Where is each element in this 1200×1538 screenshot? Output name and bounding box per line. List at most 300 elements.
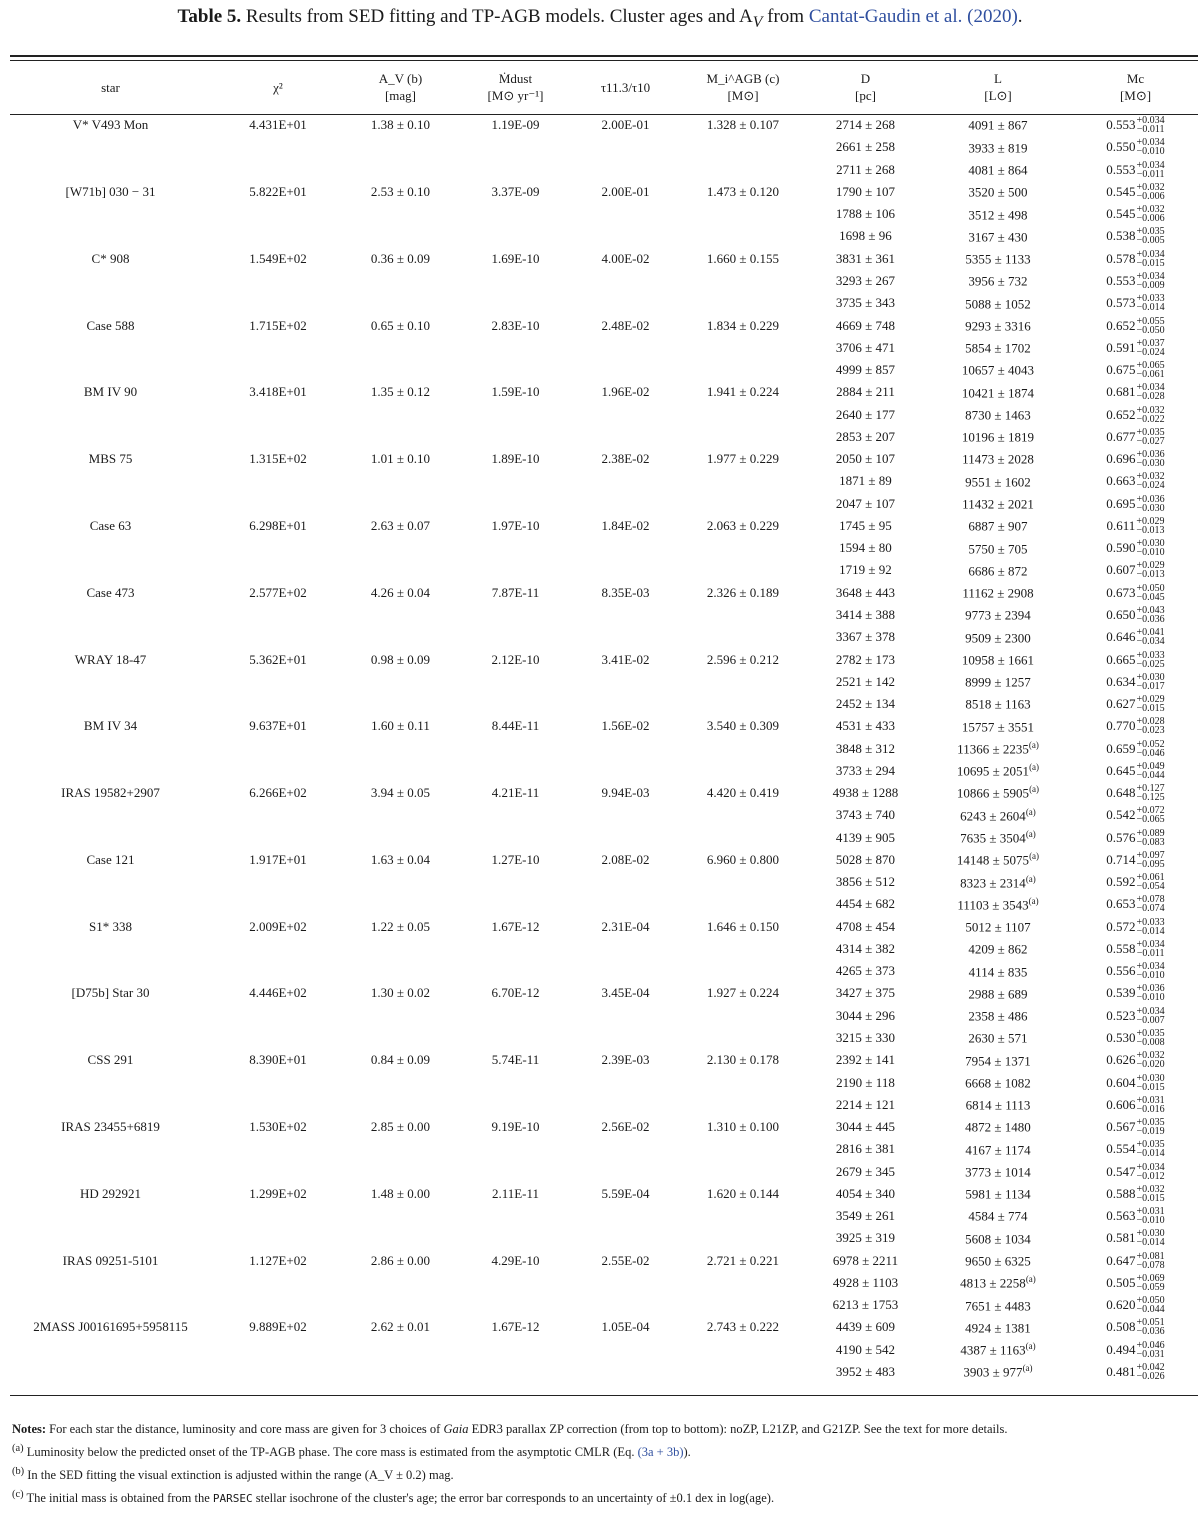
cell-core-mass [1073, 1094, 1198, 1116]
table-row [8, 359, 1198, 381]
cell-distance: 4265 ± 373 [835, 963, 896, 979]
core-mass-value: 0.606 [1106, 1096, 1136, 1112]
luminosity-value: 7651 ± 4483 [965, 1297, 1031, 1313]
cell-empty [678, 159, 808, 181]
core-mass-upper-error: +0.049 [1136, 760, 1165, 772]
cell-empty [458, 403, 573, 425]
cell-distance: 2679 ± 345 [835, 1163, 896, 1179]
core-mass-lower-error: −0.014 [1136, 1148, 1165, 1160]
luminosity-value: 5088 ± 1052 [965, 295, 1031, 311]
cell-tau: 4.00E-02 [601, 250, 650, 266]
table-row [8, 849, 1198, 871]
core-mass-lower-error: −0.006 [1136, 213, 1165, 225]
cell-empty [573, 1294, 678, 1316]
cell-luminosity [923, 159, 1073, 181]
cell-empty [8, 893, 213, 915]
core-mass-upper-error: +0.035 [1136, 226, 1165, 238]
caption-text: Results from SED fitting and TP-AGB models. Cluster ages and A [245, 6, 753, 27]
luminosity-value: 10695 ± 2051 [956, 763, 1030, 779]
cell-empty [213, 737, 343, 759]
cell-empty [458, 893, 573, 915]
cell-empty [573, 1027, 678, 1049]
cell-star: Case 121 [86, 851, 135, 867]
cell-empty [458, 470, 573, 492]
cell-empty [573, 938, 678, 960]
cell-distance: 2884 ± 211 [836, 384, 895, 400]
cell-luminosity [923, 1116, 1073, 1138]
cell-empty [343, 292, 458, 314]
core-mass-upper-error: +0.050 [1136, 582, 1165, 594]
cell-empty [458, 1205, 573, 1227]
cell-luminosity [923, 1205, 1073, 1227]
cell-distance: 2521 ± 142 [835, 673, 896, 689]
cell-empty [573, 1160, 678, 1182]
core-mass-value: 0.677 [1106, 428, 1136, 444]
cell-chi2: 1.530E+02 [249, 1119, 307, 1135]
core-mass-lower-error: −0.023 [1136, 725, 1165, 737]
col-mdust: Ṁdust [M⊙ yr⁻¹] [487, 71, 544, 103]
cell-luminosity [923, 381, 1073, 403]
core-mass-value: 0.659 [1106, 740, 1136, 756]
cell-empty [213, 604, 343, 626]
core-mass-value: 0.770 [1106, 718, 1136, 734]
core-mass-lower-error: −0.015 [1136, 257, 1165, 269]
core-mass-lower-error: −0.012 [1136, 1170, 1165, 1182]
cell-luminosity [923, 493, 1073, 515]
cell-star: WRAY 18-47 [74, 651, 147, 667]
cell-core-mass [1073, 225, 1198, 247]
core-mass-value: 0.620 [1106, 1297, 1136, 1313]
cell-distance: 4708 ± 454 [835, 918, 896, 934]
cell-luminosity [923, 314, 1073, 336]
equation-link[interactable]: (3a + 3b) [637, 1445, 684, 1460]
cell-chi2: 4.446E+02 [249, 985, 307, 1001]
core-mass-upper-error: +0.032 [1136, 1183, 1165, 1195]
note-a-marker: (a) [1025, 828, 1036, 839]
cell-empty [343, 1094, 458, 1116]
cell-empty [8, 1361, 213, 1383]
table-row [8, 1316, 1198, 1338]
core-mass-upper-error: +0.034 [1136, 961, 1165, 973]
cell-core-mass [1073, 314, 1198, 336]
cell-empty [8, 1205, 213, 1227]
cell-empty [8, 292, 213, 314]
cell-luminosity [923, 448, 1073, 470]
cell-mdust: 7.87E-11 [491, 584, 540, 600]
core-mass-value: 0.663 [1106, 473, 1136, 489]
col-mc: Mc [M⊙] [1119, 71, 1152, 103]
cell-av: 2.86 ± 0.00 [370, 1252, 431, 1268]
cell-core-mass [1073, 1272, 1198, 1294]
cell-empty [213, 1294, 343, 1316]
cell-empty [8, 626, 213, 648]
cell-luminosity [923, 292, 1073, 314]
luminosity-value: 4872 ± 1480 [965, 1119, 1031, 1135]
cell-star: V* V493 Mon [72, 117, 149, 133]
cell-core-mass [1073, 693, 1198, 715]
cell-core-mass [1073, 1294, 1198, 1316]
cell-mdust: 9.19E-10 [491, 1119, 540, 1135]
table-row [8, 782, 1198, 804]
cell-core-mass [1073, 381, 1198, 403]
cell-distance: 4999 ± 857 [835, 362, 896, 378]
cell-distance: 4054 ± 340 [835, 1185, 896, 1201]
cell-distance: 1719 ± 92 [839, 562, 892, 578]
luminosity-value: 4081 ± 864 [968, 162, 1028, 178]
core-mass-value: 0.494 [1106, 1341, 1136, 1357]
cell-empty [343, 604, 458, 626]
cell-chi2: 1.127E+02 [249, 1252, 307, 1268]
luminosity-value: 9773 ± 2394 [965, 607, 1031, 623]
cell-distance: 2711 ± 268 [836, 161, 895, 177]
table-row [8, 1361, 1198, 1383]
luminosity-value: 4209 ± 862 [968, 941, 1028, 957]
core-mass-lower-error: −0.045 [1136, 591, 1165, 603]
cell-empty [573, 337, 678, 359]
core-mass-value: 0.542 [1106, 807, 1136, 823]
cell-core-mass [1073, 938, 1198, 960]
cell-empty [343, 337, 458, 359]
cell-luminosity [923, 1294, 1073, 1316]
luminosity-value: 9650 ± 6325 [965, 1253, 1031, 1269]
cell-empty [213, 626, 343, 648]
core-mass-upper-error: +0.041 [1136, 627, 1165, 639]
cell-distance: 1788 ± 106 [835, 206, 896, 222]
core-mass-lower-error: −0.036 [1136, 613, 1165, 625]
luminosity-value: 15757 ± 3551 [961, 718, 1035, 734]
cell-empty [8, 159, 213, 181]
cell-distance: 1594 ± 80 [839, 540, 892, 556]
cell-core-mass [1073, 849, 1198, 871]
core-mass-value: 0.627 [1106, 696, 1136, 712]
core-mass-upper-error: +0.034 [1136, 137, 1165, 149]
core-mass-lower-error: −0.010 [1136, 146, 1165, 158]
cell-luminosity [923, 1138, 1073, 1160]
cell-av: 1.60 ± 0.11 [371, 718, 430, 734]
table-row [8, 470, 1198, 492]
core-mass-value: 0.604 [1106, 1074, 1136, 1090]
cell-empty [678, 960, 808, 982]
cell-empty [213, 1361, 343, 1383]
cell-chi2: 5.362E+01 [249, 651, 307, 667]
cell-chi2: 8.390E+01 [249, 1052, 307, 1068]
cell-core-mass [1073, 403, 1198, 425]
col-d: D [pc] [855, 71, 876, 103]
cell-luminosity [923, 1160, 1073, 1182]
luminosity-value: 6814 ± 1113 [965, 1097, 1031, 1113]
cell-core-mass [1073, 626, 1198, 648]
cell-distance: 4669 ± 748 [835, 317, 896, 333]
header-row [8, 60, 1198, 114]
note-a-marker: (a) [1025, 806, 1036, 817]
cell-luminosity [923, 849, 1073, 871]
core-mass-value: 0.508 [1106, 1319, 1136, 1335]
cell-star: BM IV 34 [83, 718, 138, 734]
table-row [8, 314, 1198, 336]
cell-empty [573, 1361, 678, 1383]
col-mi: M_i^AGB (c) [M⊙] [706, 71, 780, 103]
core-mass-upper-error: +0.032 [1136, 181, 1165, 193]
cell-empty [458, 159, 573, 181]
cell-empty [573, 604, 678, 626]
table-row [8, 1339, 1198, 1361]
cell-core-mass [1073, 1027, 1198, 1049]
core-mass-value: 0.545 [1106, 206, 1136, 222]
cell-distance: 2853 ± 207 [835, 428, 896, 444]
luminosity-value: 3520 ± 500 [968, 184, 1028, 200]
cell-empty [573, 426, 678, 448]
luminosity-value: 8518 ± 1163 [965, 696, 1031, 712]
cell-mi: 1.660 ± 0.155 [706, 250, 780, 266]
results-table [8, 60, 1198, 1383]
luminosity-value: 11162 ± 2908 [962, 585, 1034, 601]
table-row [8, 1227, 1198, 1249]
core-mass-upper-error: +0.050 [1136, 1295, 1165, 1307]
cell-distance: 4928 ± 1103 [832, 1274, 899, 1290]
core-mass-upper-error: +0.052 [1136, 738, 1165, 750]
cell-chi2: 1.917E+01 [249, 851, 307, 867]
cell-distance: 4139 ± 905 [835, 829, 896, 845]
cell-luminosity [923, 1361, 1073, 1383]
cell-empty [8, 827, 213, 849]
cell-empty [678, 938, 808, 960]
cell-distance: 3367 ± 378 [835, 629, 896, 645]
cell-tau: 8.35E-03 [601, 584, 650, 600]
cell-tau: 2.56E-02 [601, 1119, 650, 1135]
cell-empty [678, 693, 808, 715]
cell-empty [8, 537, 213, 559]
core-mass-upper-error: +0.036 [1136, 493, 1165, 505]
caption-label: Table 5. [177, 6, 242, 27]
cell-distance: 2640 ± 177 [835, 406, 896, 422]
cell-empty [678, 203, 808, 225]
cell-empty [343, 938, 458, 960]
core-mass-upper-error: +0.034 [1136, 1005, 1165, 1017]
cell-core-mass [1073, 960, 1198, 982]
cell-luminosity [923, 337, 1073, 359]
core-mass-value: 0.505 [1106, 1274, 1136, 1290]
cell-luminosity [923, 693, 1073, 715]
cell-empty [213, 203, 343, 225]
cell-distance: 3044 ± 445 [835, 1119, 896, 1135]
cell-empty [678, 604, 808, 626]
cell-distance: 2047 ± 107 [835, 495, 896, 511]
cell-luminosity [923, 760, 1073, 782]
cell-tau: 1.84E-02 [601, 517, 650, 533]
core-mass-upper-error: +0.032 [1136, 471, 1165, 483]
cell-empty [213, 760, 343, 782]
cell-empty [458, 1160, 573, 1182]
core-mass-lower-error: −0.034 [1136, 636, 1165, 648]
core-mass-value: 0.550 [1106, 139, 1136, 155]
cell-tau: 2.00E-01 [601, 183, 650, 199]
cell-empty [213, 1205, 343, 1227]
cell-empty [573, 1094, 678, 1116]
cell-empty [573, 203, 678, 225]
cell-empty [213, 1272, 343, 1294]
cell-empty [343, 159, 458, 181]
cell-empty [678, 737, 808, 759]
cell-chi2: 2.009E+02 [249, 918, 307, 934]
cell-distance: 2661 ± 258 [835, 139, 896, 155]
cell-empty [573, 359, 678, 381]
cell-tau: 2.00E-01 [601, 117, 650, 133]
cell-chi2: 1.315E+02 [249, 451, 307, 467]
cell-empty [678, 1138, 808, 1160]
table-row [8, 203, 1198, 225]
table-notes [12, 1422, 1197, 1510]
cell-empty [678, 1272, 808, 1294]
cell-distance: 3952 ± 483 [835, 1364, 896, 1379]
cell-empty [458, 604, 573, 626]
cell-empty [343, 1227, 458, 1249]
core-mass-lower-error: −0.010 [1136, 992, 1165, 1004]
cell-empty [458, 537, 573, 559]
core-mass-value: 0.647 [1106, 1252, 1136, 1268]
table-row [8, 1116, 1198, 1138]
cell-core-mass [1073, 515, 1198, 537]
cell-empty [678, 893, 808, 915]
cell-av: 0.98 ± 0.09 [370, 651, 431, 667]
cell-empty [678, 1005, 808, 1027]
cell-empty [458, 426, 573, 448]
cell-distance: 3733 ± 294 [835, 762, 896, 778]
cell-empty [458, 1361, 573, 1383]
cell-empty [458, 626, 573, 648]
core-mass-upper-error: +0.035 [1136, 1117, 1165, 1129]
luminosity-value: 6668 ± 1082 [965, 1075, 1031, 1091]
cell-core-mass [1073, 493, 1198, 515]
cell-empty [8, 604, 213, 626]
cell-empty [8, 136, 213, 158]
core-mass-lower-error: −0.025 [1136, 658, 1165, 670]
core-mass-lower-error: −0.013 [1136, 524, 1165, 536]
core-mass-value: 0.553 [1106, 272, 1136, 288]
caption-end: . [1017, 6, 1023, 27]
core-mass-lower-error: −0.007 [1136, 1014, 1165, 1026]
cell-empty [458, 203, 573, 225]
core-mass-upper-error: +0.065 [1136, 360, 1165, 372]
cell-empty [573, 893, 678, 915]
cell-empty [458, 1272, 573, 1294]
cell-mdust: 1.27E-10 [491, 851, 540, 867]
cell-empty [213, 136, 343, 158]
cell-core-mass [1073, 648, 1198, 670]
luminosity-value: 4584 ± 774 [968, 1208, 1028, 1224]
luminosity-value: 10958 ± 1661 [961, 652, 1035, 668]
cell-empty [458, 136, 573, 158]
core-mass-upper-error: +0.034 [1136, 159, 1165, 171]
cell-core-mass [1073, 559, 1198, 581]
table-row [8, 559, 1198, 581]
core-mass-lower-error: −0.014 [1136, 925, 1165, 937]
core-mass-lower-error: −0.074 [1136, 903, 1165, 915]
cell-empty [213, 1138, 343, 1160]
core-mass-value: 0.695 [1106, 495, 1136, 511]
col-star: star [101, 79, 120, 95]
cell-luminosity [923, 1005, 1073, 1027]
caption-citation-link[interactable]: Cantat-Gaudin et al. (2020) [808, 6, 1018, 27]
cell-empty [213, 470, 343, 492]
cell-distance: 6213 ± 1753 [832, 1297, 899, 1313]
cell-distance: 4938 ± 1288 [832, 785, 899, 801]
cell-luminosity [923, 559, 1073, 581]
cell-empty [458, 760, 573, 782]
core-mass-lower-error: −0.010 [1136, 547, 1165, 559]
cell-empty [458, 1138, 573, 1160]
core-mass-value: 0.572 [1106, 918, 1136, 934]
table-row [8, 1294, 1198, 1316]
cell-luminosity [923, 782, 1073, 804]
cell-distance: 2782 ± 173 [835, 651, 896, 667]
cell-luminosity [923, 626, 1073, 648]
core-mass-upper-error: +0.097 [1136, 849, 1165, 861]
cell-empty [213, 1027, 343, 1049]
cell-empty [458, 871, 573, 893]
core-mass-upper-error: +0.127 [1136, 783, 1165, 795]
cell-mdust: 1.59E-10 [491, 384, 540, 400]
cell-av: 2.53 ± 0.10 [370, 183, 431, 199]
cell-luminosity [923, 604, 1073, 626]
cell-empty [8, 960, 213, 982]
cell-empty [213, 359, 343, 381]
table-row [8, 938, 1198, 960]
cell-empty [213, 537, 343, 559]
core-mass-value: 0.675 [1106, 362, 1136, 378]
cell-distance: 5028 ± 870 [835, 851, 896, 867]
core-mass-value: 0.547 [1106, 1163, 1136, 1179]
cell-distance: 2392 ± 141 [835, 1052, 896, 1068]
cell-star: BM IV 90 [83, 384, 138, 400]
cell-core-mass [1073, 916, 1198, 938]
core-mass-upper-error: +0.081 [1136, 1250, 1165, 1262]
cell-luminosity [923, 960, 1073, 982]
cell-empty [213, 1160, 343, 1182]
luminosity-value: 8999 ± 1257 [965, 674, 1031, 690]
cell-core-mass [1073, 1160, 1198, 1182]
cell-empty [678, 760, 808, 782]
cell-mdust: 1.67E-12 [491, 918, 540, 934]
cell-luminosity [923, 403, 1073, 425]
cell-core-mass [1073, 893, 1198, 915]
cell-tau: 1.05E-04 [601, 1319, 650, 1335]
core-mass-lower-error: −0.020 [1136, 1059, 1165, 1071]
cell-distance: 3044 ± 296 [835, 1007, 896, 1023]
note-a-marker: (a) [1028, 739, 1039, 750]
cell-empty [343, 1294, 458, 1316]
cell-empty [678, 1160, 808, 1182]
cell-empty [213, 270, 343, 292]
caption-sub: V [752, 13, 763, 31]
cell-empty [573, 537, 678, 559]
table-row [8, 1250, 1198, 1272]
cell-empty [458, 827, 573, 849]
cell-chi2: 6.266E+02 [249, 785, 307, 801]
core-mass-lower-error: −0.044 [1136, 769, 1165, 781]
table-row [8, 181, 1198, 203]
cell-luminosity [923, 582, 1073, 604]
cell-empty [8, 1272, 213, 1294]
cell-empty [8, 359, 213, 381]
cell-chi2: 9.889E+02 [249, 1319, 307, 1335]
cell-empty [573, 737, 678, 759]
core-mass-lower-error: −0.044 [1136, 1304, 1165, 1316]
cell-distance: 4190 ± 542 [835, 1341, 896, 1357]
cell-av: 0.84 ± 0.09 [370, 1052, 431, 1068]
core-mass-value: 0.590 [1106, 540, 1136, 556]
core-mass-lower-error: −0.014 [1136, 1237, 1165, 1249]
table-row [8, 1027, 1198, 1049]
